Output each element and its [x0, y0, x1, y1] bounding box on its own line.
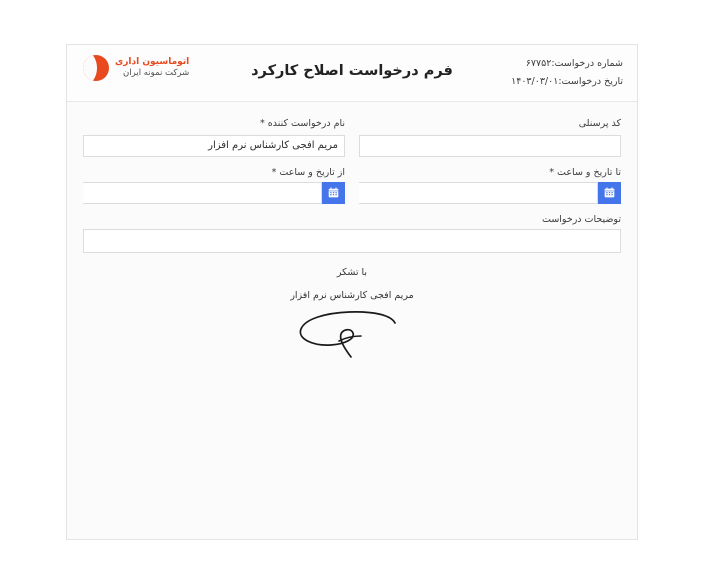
field-description: [83, 214, 621, 254]
signature-image: [83, 305, 621, 365]
calendar-icon: [328, 187, 339, 198]
request-number: شماره درخواست:۶۷۷۵۲: [525, 58, 623, 69]
personnel-code-label: کد پرسنلی: [578, 118, 621, 129]
from-datetime-input[interactable]: [83, 182, 322, 204]
page-title: فرم درخواست اصلاح کارکرد: [251, 63, 453, 79]
from-datetime-group: [83, 182, 345, 204]
logo-mark-icon: [83, 55, 109, 81]
field-personnel-code: [359, 118, 621, 157]
form-header: [67, 45, 637, 102]
to-datetime-group: [359, 182, 621, 204]
logo-line-1: اتوماسیون اداری: [115, 57, 190, 68]
description-label: توضیحات درخواست: [541, 213, 621, 225]
field-from-datetime: [83, 167, 345, 204]
signature-thanks: با تشکر: [336, 267, 368, 278]
to-datetime-input[interactable]: [359, 182, 598, 204]
logo-line-2: شرکت نمونه ایران: [123, 68, 190, 79]
signature-name: مریم افجی کارشناس نرم افزار: [290, 290, 414, 301]
field-requester: [83, 118, 345, 157]
request-date: تاریخ درخواست:۱۴۰۳/۰۳/۰۱: [511, 76, 623, 88]
to-datetime-label: تا تاریخ و ساعت *: [549, 166, 621, 178]
form-row-1: [83, 118, 621, 157]
request-form-card: [66, 44, 638, 540]
description-input[interactable]: [83, 229, 621, 253]
logo-text: [115, 56, 189, 80]
form-row-2: [83, 167, 621, 204]
field-to-datetime: [359, 167, 621, 204]
to-datetime-calendar-button[interactable]: [598, 182, 621, 204]
form-body: [67, 102, 637, 365]
company-logo: [83, 55, 189, 81]
requester-label: نام درخواست کننده *: [260, 118, 345, 129]
requester-input[interactable]: [83, 135, 345, 157]
personnel-code-input[interactable]: [359, 135, 621, 157]
signature-block: [83, 267, 621, 365]
from-datetime-label: از تاریخ و ساعت *: [271, 166, 345, 178]
from-datetime-calendar-button[interactable]: [322, 182, 345, 204]
calendar-icon: [604, 187, 615, 198]
